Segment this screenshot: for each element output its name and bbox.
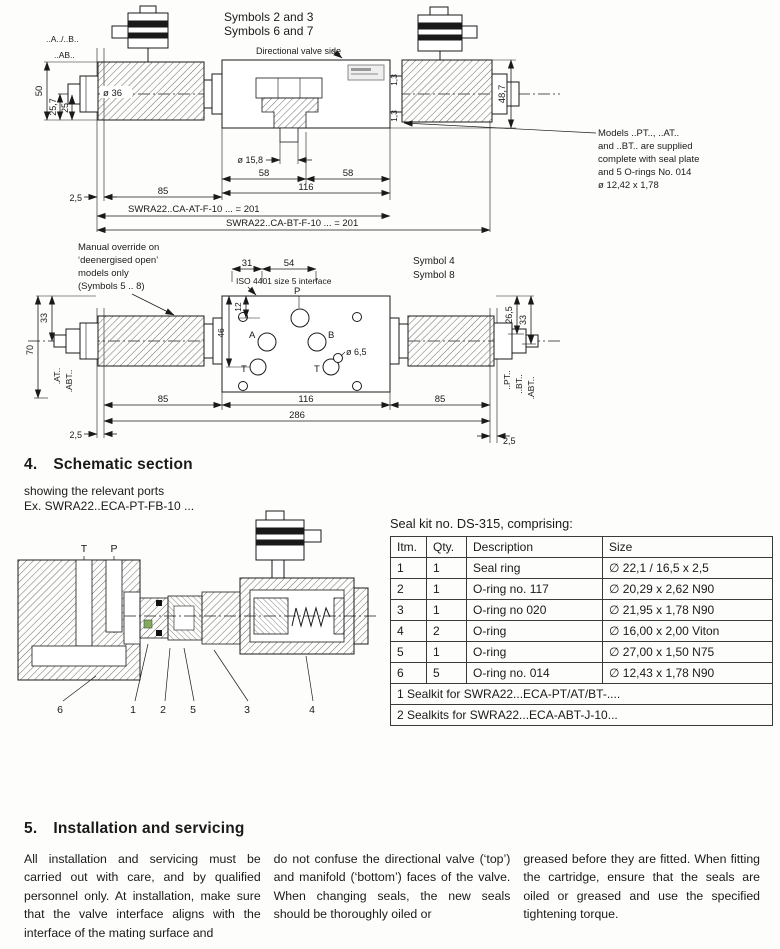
dimension-drawing-top-view <box>0 238 780 462</box>
port-p-label: P <box>294 286 301 297</box>
callout-4: 4 <box>309 704 315 716</box>
dim-85b-label: 85 <box>434 394 446 405</box>
dim-116-label: 116 <box>298 394 314 405</box>
dim-58b-label: 58 <box>342 168 354 179</box>
table-row <box>391 621 773 642</box>
col-header-size: Size <box>603 537 773 558</box>
override-line-3: models only <box>78 268 129 279</box>
note-line-2: and ..BT.. are supplied <box>598 141 693 152</box>
symbol-8-label: Symbol 8 <box>413 270 455 281</box>
dim-2-5-label: 2,5 <box>69 193 82 203</box>
dim-26-5-label: 26,5 <box>504 306 514 324</box>
dim-1-3-top-label: 1,3 <box>389 74 399 86</box>
cell-qty: 1 <box>427 558 467 579</box>
col-header-itm: Itm. <box>391 537 427 558</box>
callout-6: 6 <box>57 704 63 716</box>
port-t-label: T <box>80 543 88 555</box>
col-header-description: Description <box>467 537 603 558</box>
cell-size: ∅ 27,00 x 1,50 N75 <box>603 642 773 663</box>
dim-46-label: 46 <box>216 328 226 338</box>
symbols-label-2: Symbols 6 and 7 <box>224 24 314 38</box>
body-text-column-3: greased before they are fitted. When fitting the cartridge, ensure that the seals are oiled or greased and use the specified tightening torque. <box>523 852 761 922</box>
dim-116-label: 116 <box>298 182 314 193</box>
iso-interface-label: ISO 4401 size 5 interface <box>236 276 332 286</box>
override-line-1: Manual override on <box>78 242 160 253</box>
table-row <box>391 600 773 621</box>
cell-qty: 2 <box>427 621 467 642</box>
override-line-4: (Symbols 5 .. 8) <box>78 281 145 292</box>
dim-85a-label: 85 <box>157 394 169 405</box>
cell-description: Seal ring <box>467 558 603 579</box>
manual-override-note <box>78 242 159 292</box>
table-row <box>391 642 773 663</box>
cell-size: ∅ 12,43 x 1,78 N90 <box>603 663 773 684</box>
right-solenoid-assembly <box>390 316 538 366</box>
override-line-2: ‘deenergised open’ <box>78 255 159 266</box>
iso-leader <box>248 287 256 295</box>
section-5 <box>24 820 760 942</box>
section-5-number: 5. <box>24 820 38 837</box>
dia-36-label: ø 36 <box>103 88 123 99</box>
dim-1-3-bot-label: 1,3 <box>389 110 399 122</box>
cell-itm: 5 <box>391 642 427 663</box>
cell-qty: 1 <box>427 579 467 600</box>
dim-31-label: 31 <box>241 258 253 269</box>
dim-33-left-label: 33 <box>39 312 49 324</box>
port-t1-label: T <box>241 364 247 375</box>
dia-15-8-label: ø 15,8 <box>237 155 263 165</box>
dim-70-label: 70 <box>25 344 35 356</box>
valve-side-label: Directional valve side <box>256 46 342 56</box>
dim-33-right-label: 33 <box>518 314 528 326</box>
cell-description: O-ring <box>467 621 603 642</box>
section-5-columns <box>24 850 760 942</box>
table-footnote-2: 2 Sealkits for SWRA22...ECA-ABT-J-10... <box>391 705 773 726</box>
port-p-label: P <box>110 543 118 555</box>
cell-itm: 2 <box>391 579 427 600</box>
schematic-section-drawing <box>8 508 396 748</box>
table-row <box>391 558 773 579</box>
dim-50-label: 50 <box>34 85 45 97</box>
valve-body <box>222 60 390 142</box>
right-solenoid-assembly <box>390 7 519 122</box>
port-b-label: B <box>328 330 335 341</box>
model-at-dim-label: SWRA22..CA-AT-F-10 ... = 201 <box>128 204 260 215</box>
manifold-block <box>18 560 140 680</box>
dia-6-5-label: ø 6,5 <box>346 347 367 357</box>
dim-85-label: 85 <box>157 186 169 197</box>
model-at-left-label: .AT.. <box>52 367 62 385</box>
port-t2-label: T <box>314 364 320 375</box>
cell-itm: 6 <box>391 663 427 684</box>
callout-3: 3 <box>244 704 250 716</box>
table-footnote-row <box>391 684 773 705</box>
model-ab-label: ..A../..B.. <box>46 34 79 44</box>
table-footnote-1: 1 Sealkit for SWRA22...ECA-PT/AT/BT-.... <box>391 684 773 705</box>
connector-section <box>256 511 321 578</box>
callout-5: 5 <box>190 704 196 716</box>
model-bt-dim-label: SWRA22..CA-BT-F-10 ... = 201 <box>226 218 359 229</box>
cell-size: ∅ 21,95 x 1,78 N90 <box>603 600 773 621</box>
dim-286-label: 286 <box>289 410 305 421</box>
section-4-title: Schematic section <box>53 456 193 473</box>
seal-kit-panel <box>390 516 772 726</box>
port-a-label: A <box>249 330 256 341</box>
col-header-qty: Qty. <box>427 537 467 558</box>
symbols-label-1: Symbols 2 and 3 <box>224 10 314 24</box>
callout-1: 1 <box>130 704 136 716</box>
override-leader <box>132 294 174 315</box>
cell-description: O-ring <box>467 642 603 663</box>
cell-itm: 1 <box>391 558 427 579</box>
note-line-1: Models ..PT.., ..AT.. <box>598 128 680 139</box>
seal-kit-table <box>390 536 773 726</box>
dim-12-label: 12 <box>233 302 243 312</box>
cartridge-section <box>140 592 240 644</box>
cell-qty: 1 <box>427 642 467 663</box>
brand-logo <box>348 65 384 80</box>
body-text-column-2: do not confuse the directional valve (‘top’) and manifold (‘bottom’) faces of the valve. When changing seals, the new seals should be thoroughly oiled or <box>273 852 511 922</box>
cell-description: O-ring no. 014 <box>467 663 603 684</box>
section-5-title: Installation and servicing <box>53 820 245 837</box>
left-solenoid-coil <box>68 62 222 120</box>
dim-2-5-right-label: 2,5 <box>503 436 516 446</box>
cell-size: ∅ 20,29 x 2,62 N90 <box>603 579 773 600</box>
dim-25-label: 25 <box>60 102 70 114</box>
cell-description: O-ring no. 117 <box>467 579 603 600</box>
section-4-subtitle-2: Ex. SWRA22..ECA-PT-FB-10 ... <box>24 499 195 513</box>
cell-itm: 3 <box>391 600 427 621</box>
left-solenoid-connector <box>112 6 168 62</box>
model-abt-right-label: .ABT.. <box>526 376 536 400</box>
cell-description: O-ring no 020 <box>467 600 603 621</box>
valve-interface-body <box>222 296 390 392</box>
model-ab2-label: ..AB.. <box>54 50 75 60</box>
seal-kit-title: Seal kit no. DS-315, comprising: <box>390 516 573 531</box>
section-5-heading <box>24 820 760 838</box>
cell-size: ∅ 16,00 x 2,00 Viton <box>603 621 773 642</box>
cell-qty: 5 <box>427 663 467 684</box>
dimension-drawing-side-view <box>0 2 780 238</box>
model-bt-right-label: ..BT.. <box>514 374 524 394</box>
body-text-column-1: All installation and servicing must be carried out with care, and by qualified personnel only. At installation, make sure that the valve interface aligns with the interface of the mating surface and <box>24 852 261 940</box>
dim-48-7-label: 48,7 <box>497 84 508 104</box>
model-abt-left-label: .ABT.. <box>64 369 74 393</box>
seal-plate-note <box>598 128 699 191</box>
table-footnote-row <box>391 705 773 726</box>
section-4-number: 4. <box>24 456 38 473</box>
model-pt-right-label: ..PT.. <box>502 370 512 390</box>
cell-size: ∅ 22,1 / 16,5 x 2,5 <box>603 558 773 579</box>
dim-25-7-label: 25,7 <box>48 98 58 116</box>
table-row <box>391 663 773 684</box>
cell-qty: 1 <box>427 600 467 621</box>
note-line-3: complete with seal plate <box>598 154 700 165</box>
dim-58a-label: 58 <box>258 168 270 179</box>
note-line-5: ø 12,42 x 1,78 <box>598 180 659 191</box>
dim-54-label: 54 <box>283 258 295 269</box>
cell-itm: 4 <box>391 621 427 642</box>
callout-2: 2 <box>160 704 166 716</box>
table-row <box>391 579 773 600</box>
dim-2-5-left-label: 2,5 <box>69 430 82 440</box>
section-4-subtitle-1: showing the relevant ports <box>24 484 165 498</box>
left-solenoid-assembly <box>54 316 222 366</box>
section-4-heading <box>24 456 193 474</box>
symbol-4-label: Symbol 4 <box>413 256 455 267</box>
note-line-4: and 5 O-rings No. 014 <box>598 167 692 178</box>
table-header-row <box>391 537 773 558</box>
